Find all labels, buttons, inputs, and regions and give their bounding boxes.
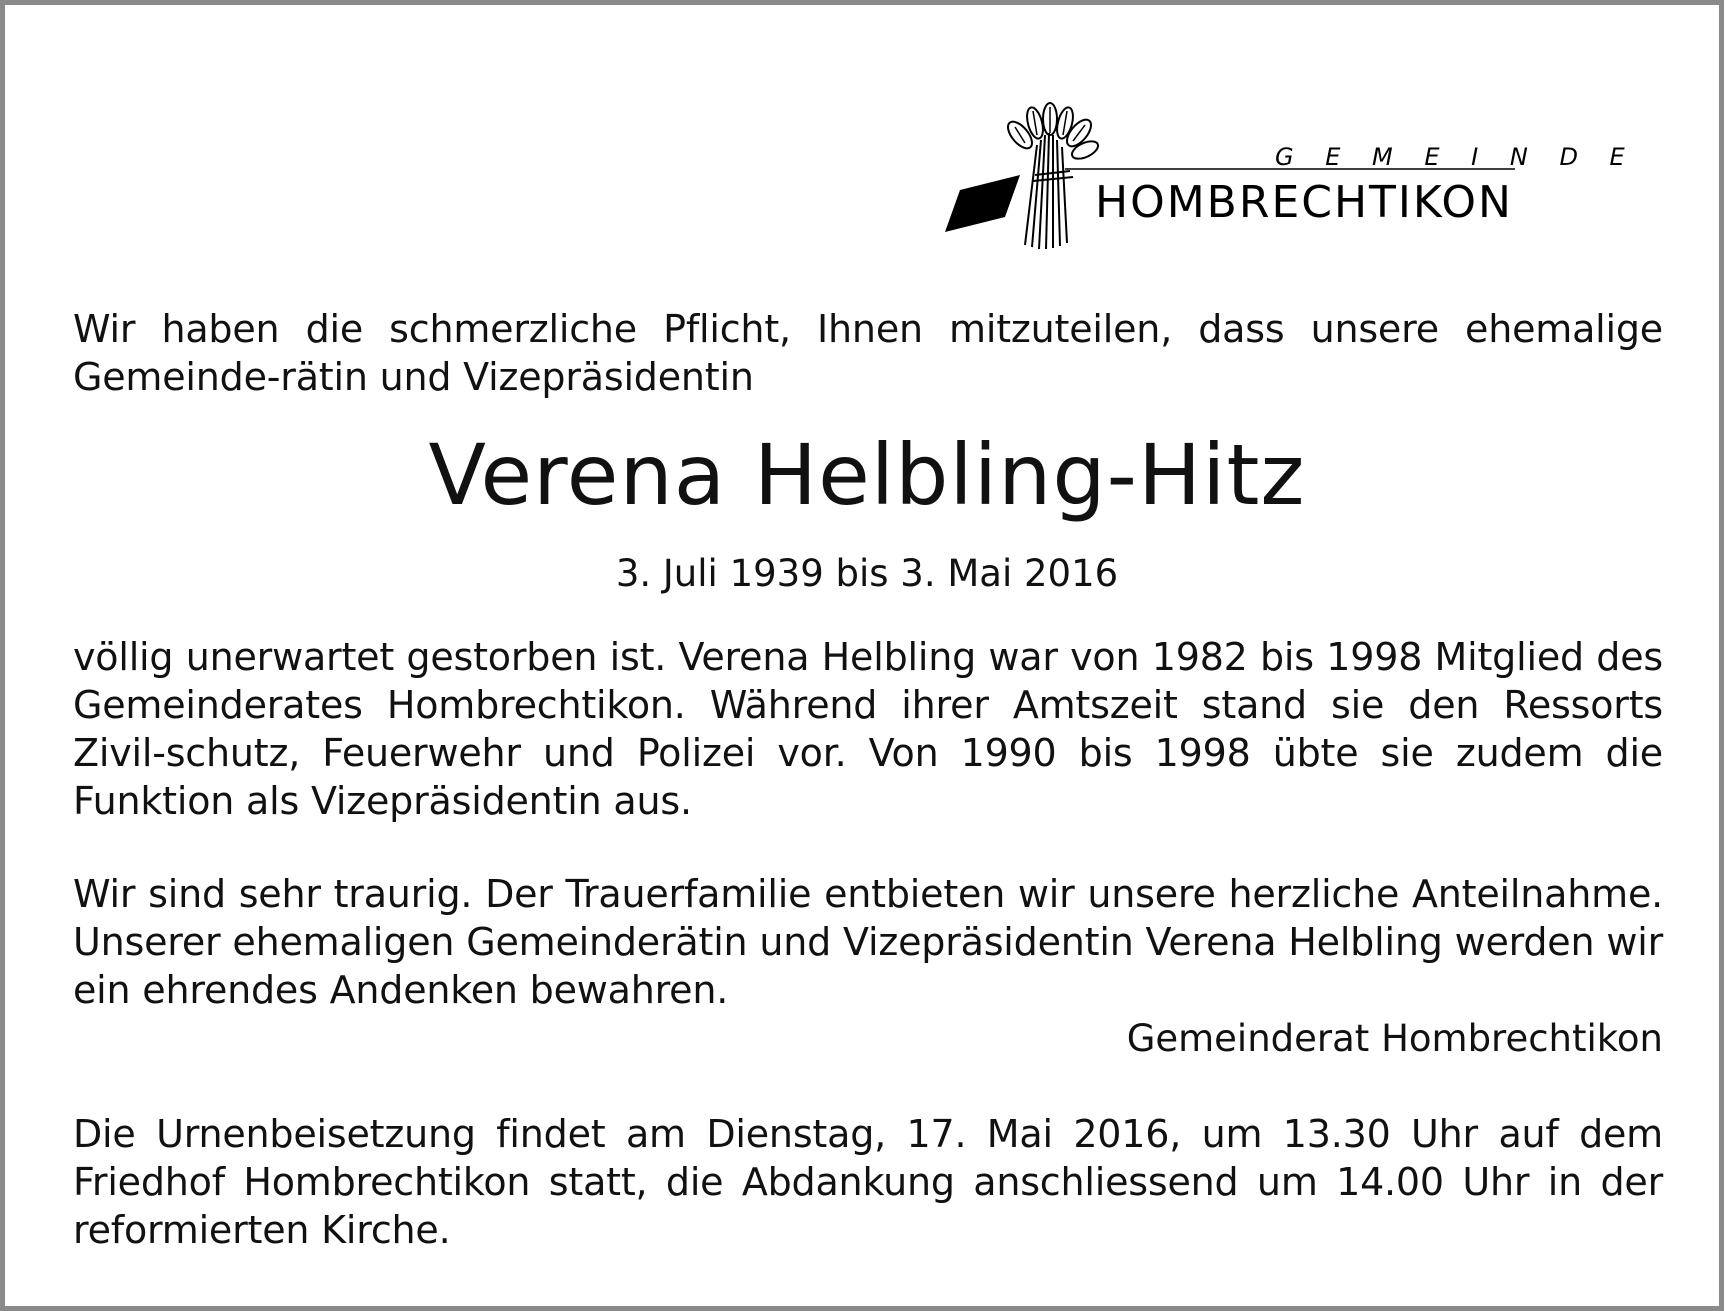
logo-word-large: HOMBRECHTIKON: [1095, 177, 1513, 228]
paragraph-condolences: Wir sind sehr traurig. Der Trauerfamilie entbieten wir unsere herzliche Anteilnahme. Unserer ehemaligen Gemeinderätin und Vizepräsidentin Verena Helbling werden wir ein ehrendes Andenken bewahren.: [73, 872, 1663, 1012]
paragraph-funeral: Die Urnenbeisetzung findet am Dienstag, 17. Mai 2016, um 13.30 Uhr auf dem Friedhof Hombrechtikon statt, die Abdankung anschliessend um 14.00 Uhr in der reformierten Kirche.: [73, 1112, 1663, 1252]
signature: Gemeinderat Hombrechtikon: [1126, 1017, 1663, 1060]
wheat-sheaf-icon: [945, 105, 1637, 255]
paragraph-career: völlig unerwartet gestorben ist. Verena Helbling war von 1982 bis 1998 Mitglied des Gemeinderates Hombrechtikon. Während ihrer Amtszeit stand sie den Ressorts Zivil-schutz, Feuerwehr und Polizei vor. Von 1990 bis 1998 übte sie zudem die Funktion als Vizepräsidentin aus.: [73, 635, 1663, 823]
life-dates: 3. Juli 1939 bis 3. Mai 2016: [615, 552, 1119, 595]
intro-text: Wir haben die schmerzliche Pflicht, Ihnen mitzuteilen, dass unsere ehemalige Gemeinde-rätin und Vizepräsidentin: [73, 307, 1663, 399]
municipality-logo: [945, 105, 1637, 255]
logo-word-small: G E M E I N D E: [1275, 143, 1637, 171]
deceased-name: Verena Helbling-Hitz: [428, 426, 1306, 524]
